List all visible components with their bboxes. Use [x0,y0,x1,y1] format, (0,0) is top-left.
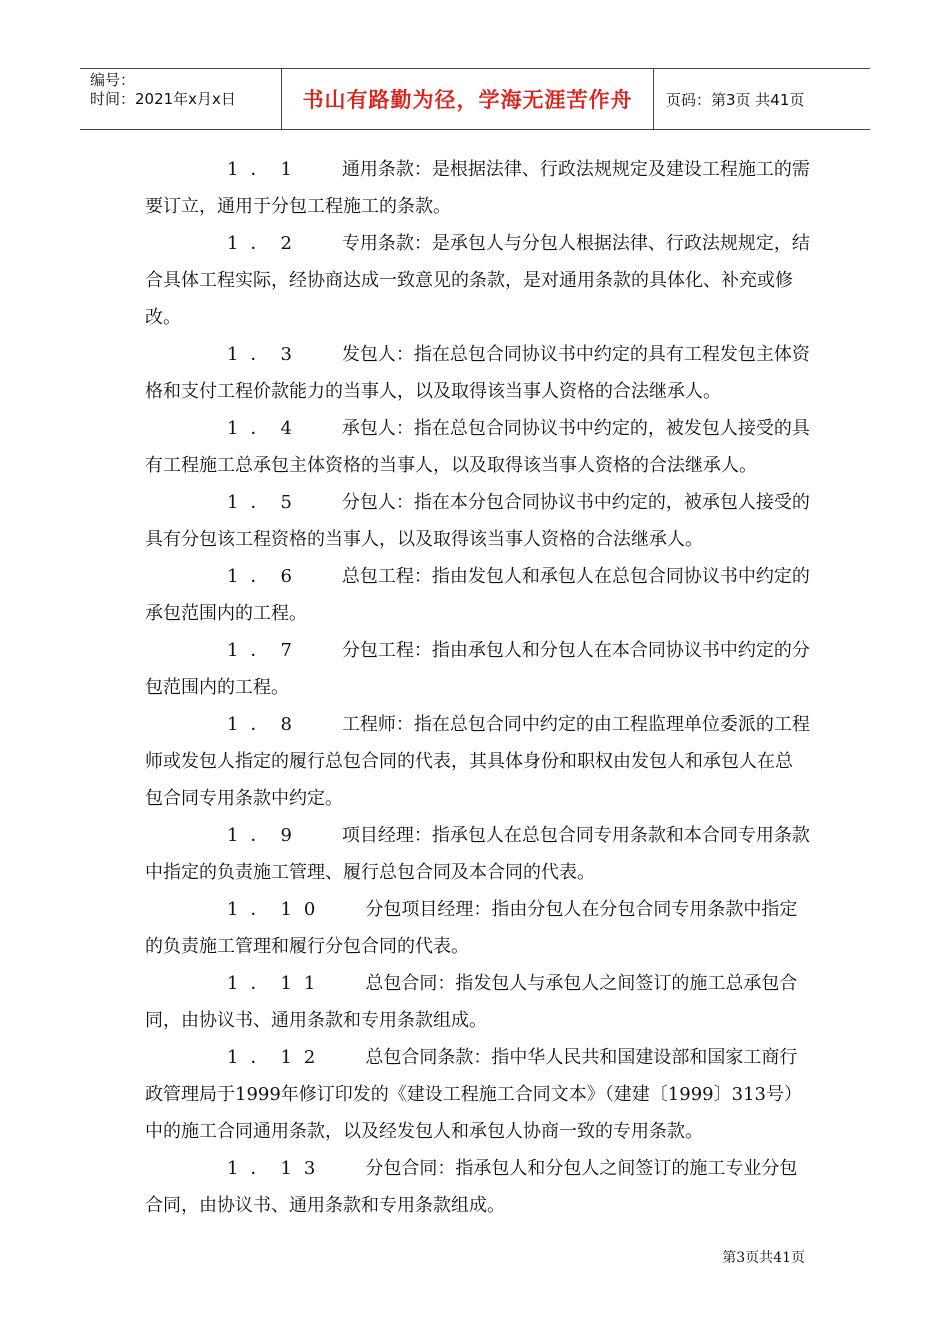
clause-item [145,706,810,817]
serial-label: 编号： [90,71,136,89]
clause-text: 分包合同：指承包人和分包人之间签订的施工专业分包合同，由协议书、通用条款和专用条款组成。 [145,1158,798,1216]
clause-text: 分包工程：指由承包人和分包人在本合同协议书中约定的分包范围内的工程。 [145,640,810,698]
clause-number: 1．1 [227,159,304,180]
clause-item [145,225,810,336]
clause-number: 1．10 [227,899,328,920]
clause-item [145,817,810,891]
clause-number: 1．4 [227,418,304,439]
clause-text: 总包工程：指由发包人和承包人在总包合同协议书中约定的承包范围内的工程。 [145,566,810,624]
header-meta [80,69,282,129]
time-label: 时间：2021年x月x日 [90,90,236,108]
clause-text: 项目经理：指承包人在总包合同专用条款和本合同专用条款中指定的负责施工管理、履行总包合同及本合同的代表。 [145,825,810,883]
clause-text: 发包人：指在总包合同协议书中约定的具有工程发包主体资格和支付工程价款能力的当事人，以及取得该当事人资格的合法继承人。 [145,344,810,402]
footer-page-number: 第3页共41页 [722,1250,805,1266]
clause-item [145,151,810,225]
clause-item [145,965,810,1039]
clause-text: 专用条款：是承包人与分包人根据法律、行政法规规定，结合具体工程实际，经协商达成一致意见的条款，是对通用条款的具体化、补充或修改。 [145,233,810,328]
clause-text: 分包项目经理：指由分包人在分包合同专用条款中指定的负责施工管理和履行分包合同的代表。 [145,899,798,957]
clause-number: 1．5 [227,492,304,513]
clause-number: 1．12 [227,1047,328,1068]
clause-text: 工程师：指在总包合同中约定的由工程监理单位委派的工程师或发包人指定的履行总包合同的代表，其具体身份和职权由发包人和承包人在总包合同专用条款中约定。 [145,714,810,809]
clause-number: 1．7 [227,640,304,661]
clause-number: 1．3 [227,344,304,365]
header-page-info: 页码：第3页 共41页 [666,90,805,109]
clause-item [145,632,810,706]
clause-item [145,484,810,558]
clause-item [145,1039,810,1150]
clause-number: 1．2 [227,233,304,254]
clause-text: 总包合同条款：指中华人民共和国建设部和国家工商行政管理局于1999年修订印发的《建设工程施工合同文本》（建建〔1999〕313号）中的施工合同通用条款，以及经发包人和承包人协商一致的专用条款。 [145,1047,802,1142]
clause-item [145,410,810,484]
clause-text: 承包人：指在总包合同协议书中约定的，被发包人接受的具有工程施工总承包主体资格的当事人，以及取得该当事人资格的合法继承人。 [145,418,810,476]
clause-text: 分包人：指在本分包合同协议书中约定的，被承包人接受的具有分包该工程资格的当事人，以及取得该当事人资格的合法继承人。 [145,492,810,550]
header-motto: 书山有路勤为径，学海无涯苦作舟 [282,69,654,129]
clause-number: 1．6 [227,566,304,587]
clause-number: 1．8 [227,714,304,735]
clause-item [145,558,810,632]
clause-item [145,1150,810,1224]
clause-text: 通用条款：是根据法律、行政法规规定及建设工程施工的需要订立，通用于分包工程施工的条款。 [145,159,810,217]
clause-number: 1．9 [227,825,304,846]
clause-number: 1．13 [227,1158,328,1179]
clause-item [145,891,810,965]
clause-item [145,336,810,410]
clause-number: 1．11 [227,973,328,994]
clause-list [145,151,810,1224]
clause-text: 总包合同：指发包人与承包人之间签订的施工总承包合同，由协议书、通用条款和专用条款组成。 [145,973,798,1031]
page-header [80,68,870,130]
